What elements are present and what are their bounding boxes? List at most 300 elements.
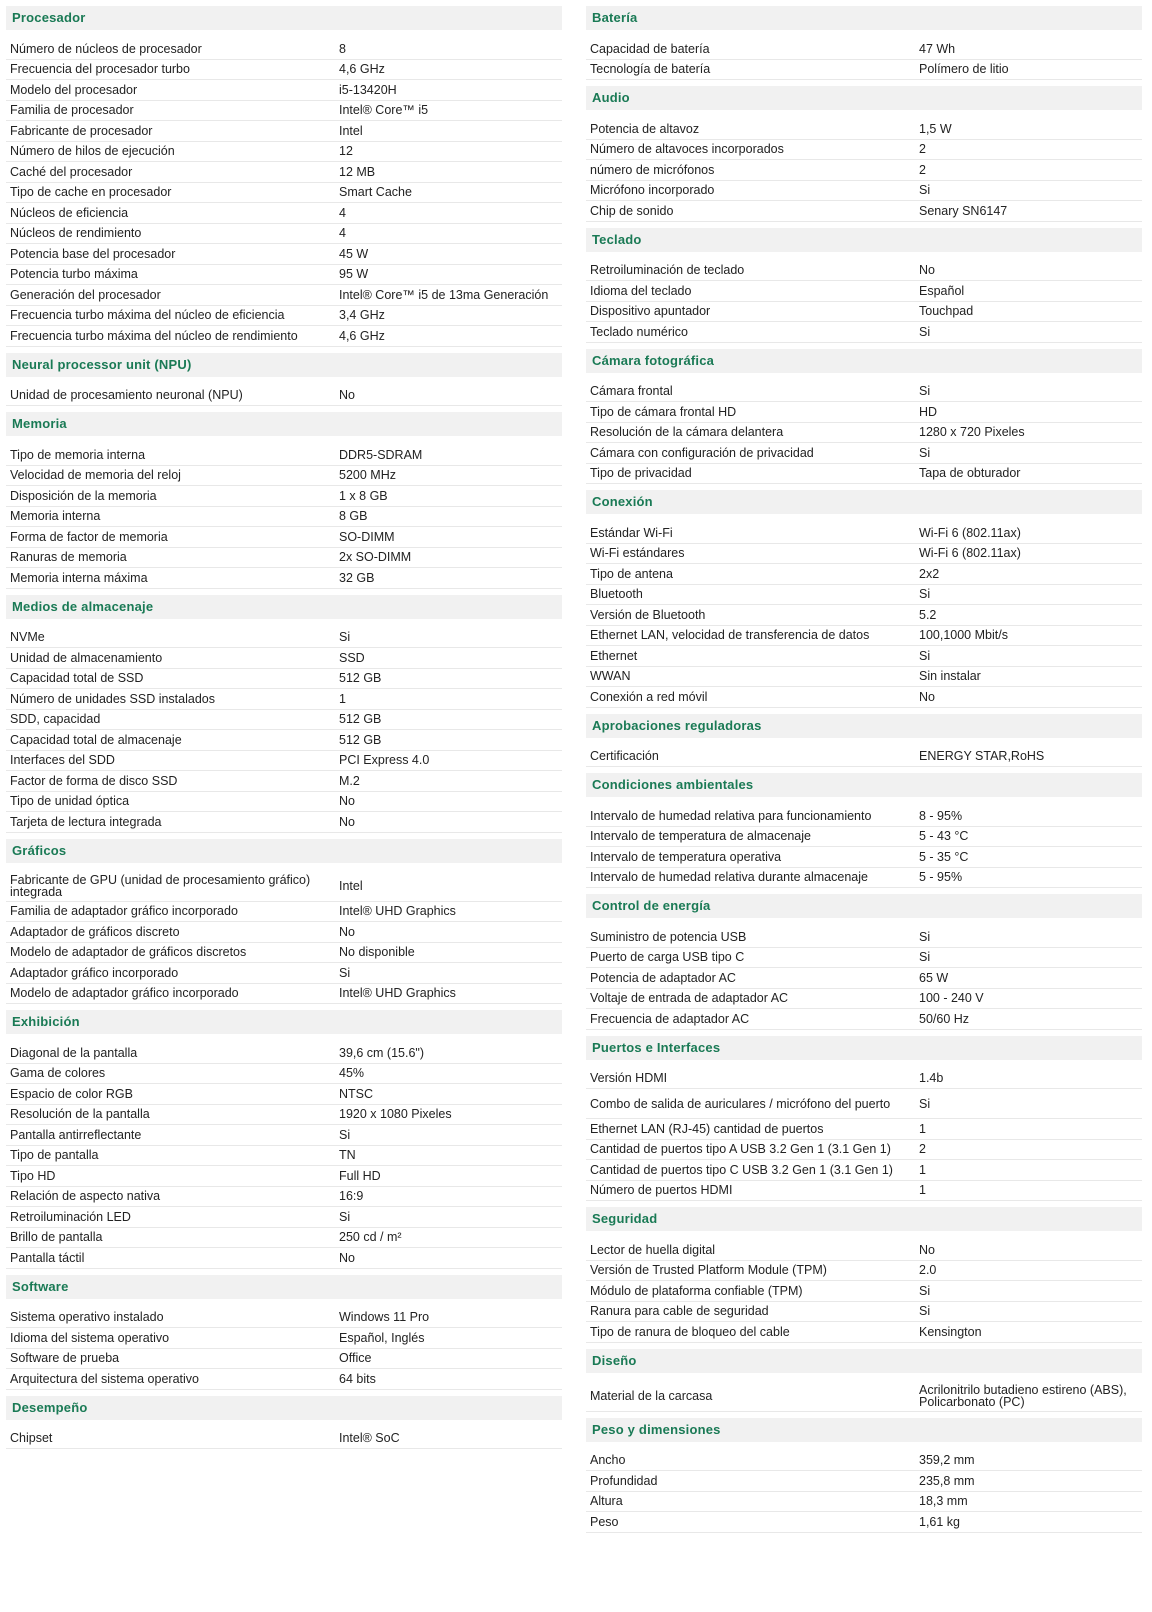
spec-row [586,1322,1142,1343]
spec-value: 5 - 95% [919,870,963,885]
spec-value: NTSC [339,1086,374,1101]
spec-row [6,1328,562,1349]
spec-label: Ranuras de memoria [10,550,127,565]
spec-value: 47 Wh [919,41,956,56]
spec-value: Intel® Core™ i5 de 13ma Generación [339,287,549,302]
spec-section-bateria [586,6,1142,86]
spec-value: 4 [339,226,346,241]
spec-label: Tipo de memoria interna [10,447,146,462]
spec-column-left [6,6,562,1455]
section-title: Medios de almacenaje [6,595,562,619]
spec-label: Tipo de ranura de bloqueo del cable [590,1324,790,1339]
spec-label: Tipo HD [10,1168,56,1183]
spec-label: Retroiluminación de teclado [590,263,745,278]
spec-value: Office [339,1351,372,1366]
spec-section-software [6,1275,562,1396]
spec-label: Número de núcleos de procesador [10,41,202,56]
spec-label: Capacidad de batería [590,41,710,56]
spec-column-right [586,6,1142,1539]
spec-value: No [339,1250,355,1265]
spec-value: 1 [919,1162,926,1177]
spec-section-teclado [586,228,1142,349]
spec-label: Intervalo de humedad relativa para funcionamiento [590,808,872,823]
spec-row [6,812,562,833]
spec-value: No [919,263,935,278]
spec-section-camara-fotografica [586,349,1142,491]
spec-value: Si [919,648,931,663]
spec-label: Dispositivo apuntador [590,304,711,319]
spec-label: Frecuencia turbo máxima del núcleo de eficiencia [10,308,285,323]
spec-row [586,464,1142,485]
spec-label: Material de la carcasa [590,1389,713,1403]
spec-label: Ethernet LAN, velocidad de transferencia de datos [590,628,870,643]
spec-row [6,1064,562,1085]
spec-row [6,984,562,1005]
spec-label: Frecuencia turbo máxima del núcleo de rendimiento [10,328,298,343]
spec-value: Español, Inglés [339,1330,425,1345]
spec-label: Número de hilos de ejecución [10,144,175,159]
spec-value: 8 GB [339,509,368,524]
spec-label: Software de prueba [10,1351,120,1366]
section-title: Teclado [586,228,1142,252]
spec-label: Velocidad de memoria del reloj [10,468,181,483]
spec-row [586,747,1142,768]
spec-value: Si [919,1304,931,1319]
spec-label: Modelo de adaptador de gráficos discretos [10,945,247,960]
spec-row [586,667,1142,688]
spec-row [6,1166,562,1187]
spec-value: 512 GB [339,732,382,747]
spec-label: NVMe [10,630,45,645]
spec-row [586,1281,1142,1302]
spec-label: Suministro de potencia USB [590,929,747,944]
spec-row [586,140,1142,161]
spec-label: Resolución de la cámara delantera [590,425,784,440]
spec-row [6,121,562,142]
spec-label: Intervalo de temperatura de almacenaje [590,829,811,844]
section-title: Procesador [6,6,562,30]
spec-row [586,868,1142,889]
spec-value: 4 [339,205,346,220]
spec-value: 5200 MHz [339,468,396,483]
spec-value: 50/60 Hz [919,1011,970,1026]
spec-label: Ethernet LAN (RJ-45) cantidad de puertos [590,1121,824,1136]
spec-row [586,201,1142,222]
spec-label: Tipo de pantalla [10,1148,99,1163]
spec-value: Wi-Fi 6 (802.11ax) [919,525,1021,540]
spec-label: Relación de aspecto nativa [10,1189,161,1204]
spec-value: Si [339,1127,351,1142]
spec-row [6,162,562,183]
spec-label: Tipo de privacidad [590,466,692,481]
spec-value: 100 - 240 V [919,991,984,1006]
spec-row [6,1187,562,1208]
spec-row [586,989,1142,1010]
spec-row [6,1349,562,1370]
spec-row [6,244,562,265]
section-title: Cámara fotográfica [586,349,1142,373]
spec-value: Si [339,1209,351,1224]
spec-value: 45% [339,1066,365,1081]
spec-row [586,585,1142,606]
spec-section-condiciones-ambientales [586,773,1142,894]
spec-value: Si [339,965,351,980]
spec-value: 1.4b [919,1071,944,1086]
spec-label: Tipo de cache en procesador [10,185,172,200]
spec-value: 100,1000 Mbit/s [919,628,1008,643]
spec-row [586,1119,1142,1140]
spec-row [586,827,1142,848]
spec-row [586,443,1142,464]
spec-value: 65 W [919,970,949,985]
spec-row [586,1069,1142,1090]
spec-row [586,160,1142,181]
spec-value: Touchpad [919,304,974,319]
spec-row [6,1125,562,1146]
spec-value: Kensington [919,1324,982,1339]
spec-label: Número de puertos HDMI [590,1183,733,1198]
spec-row [586,1512,1142,1533]
spec-value: Polímero de litio [919,62,1009,77]
spec-value: SO-DIMM [339,529,395,544]
spec-value: 1 x 8 GB [339,488,388,503]
spec-label: Peso [590,1514,619,1529]
spec-label: Tipo de unidad óptica [10,794,130,809]
spec-row [6,507,562,528]
spec-row [6,285,562,306]
spec-row [6,1369,562,1390]
spec-value: ENERGY STAR,RoHS [919,749,1045,764]
spec-section-aprobaciones-reguladoras [586,714,1142,774]
spec-value: Si [919,1283,931,1298]
spec-row [586,564,1142,585]
section-title: Aprobaciones reguladoras [586,714,1142,738]
spec-label: Tarjeta de lectura integrada [10,814,162,829]
spec-value: DDR5-SDRAM [339,447,423,462]
spec-label: Idioma del sistema operativo [10,1330,170,1345]
spec-label: Estándar Wi-Fi [590,525,673,540]
spec-value: Intel [339,879,363,893]
spec-row [586,847,1142,868]
spec-label: Profundidad [590,1473,658,1488]
spec-label: Interfaces del SDD [10,753,115,768]
spec-value: Si [919,183,931,198]
spec-label: Potencia de altavoz [590,121,700,136]
spec-value: 8 [339,41,346,56]
spec-label: Pantalla táctil [10,1250,85,1265]
spec-row [6,1248,562,1269]
spec-row [6,689,562,710]
spec-label: Memoria interna máxima [10,570,148,585]
spec-value: 4,6 GHz [339,328,385,343]
spec-row [586,806,1142,827]
spec-row [586,1261,1142,1282]
spec-value: SSD [339,650,365,665]
spec-row [586,39,1142,60]
spec-row [586,1492,1142,1513]
spec-row [6,466,562,487]
section-title: Seguridad [586,1207,1142,1231]
spec-value: 39,6 cm (15.6") [339,1045,425,1060]
spec-label: Ranura para cable de seguridad [590,1304,769,1319]
spec-row [586,1471,1142,1492]
spec-section-conexion [586,490,1142,714]
spec-value: 2x2 [919,566,940,581]
section-title: Puertos e Interfaces [586,1036,1142,1060]
spec-label: Intervalo de humedad relativa durante almacenaje [590,870,868,885]
spec-value: 1 [919,1121,926,1136]
spec-value: 235,8 mm [919,1473,975,1488]
spec-label: Familia de procesador [10,103,134,118]
spec-label: Cámara frontal [590,384,673,399]
spec-label: Cantidad de puertos tipo A USB 3.2 Gen 1 (3.1 Gen 1) [590,1142,891,1157]
spec-row [586,1009,1142,1030]
spec-label: Idioma del teclado [590,283,692,298]
spec-value: 8 - 95% [919,808,963,823]
spec-label: Certificación [590,749,659,764]
spec-label: Capacidad total de SSD [10,671,144,686]
spec-value: No [339,388,355,403]
spec-value: Full HD [339,1168,381,1183]
spec-value: No [919,689,935,704]
spec-row [6,902,562,923]
spec-label: Modelo de adaptador gráfico incorporado [10,986,239,1001]
section-title: Neural processor unit (NPU) [6,353,562,377]
spec-label: Unidad de procesamiento neuronal (NPU) [10,388,243,403]
spec-label: Espacio de color RGB [10,1086,133,1101]
spec-label: Versión de Bluetooth [590,607,706,622]
spec-section-exhibicion [6,1010,562,1275]
spec-row [6,1146,562,1167]
spec-label: Chipset [10,1431,53,1446]
spec-row [586,1160,1142,1181]
spec-row [6,527,562,548]
spec-value: 2 [919,142,926,157]
spec-row [586,1140,1142,1161]
spec-value: 1 [339,691,346,706]
spec-row [6,922,562,943]
spec-label: Cantidad de puertos tipo C USB 3.2 Gen 1 (3.1 Gen 1) [590,1162,893,1177]
spec-label: SDD, capacidad [10,712,101,727]
spec-value: M.2 [339,773,360,788]
spec-row [586,687,1142,708]
spec-value: 2 [919,162,926,177]
spec-value: Si [919,950,931,965]
spec-label: Brillo de pantalla [10,1230,103,1245]
spec-value: PCI Express 4.0 [339,753,430,768]
spec-label: Fabricante de procesador [10,123,153,138]
spec-row [586,1382,1142,1412]
spec-label: Lector de huella digital [590,1242,716,1257]
spec-value: No [339,924,355,939]
section-title: Software [6,1275,562,1299]
spec-row [586,60,1142,81]
spec-section-control-de-energia [586,894,1142,1036]
spec-row [586,119,1142,140]
section-title: Control de energía [586,894,1142,918]
spec-section-graficos [6,839,562,1011]
spec-label: Wi-Fi estándares [590,546,685,561]
section-title: Peso y dimensiones [586,1418,1142,1442]
spec-label: Memoria interna [10,509,101,524]
spec-row [586,1181,1142,1202]
spec-section-neural-processor-unit-npu [6,353,562,413]
spec-label: Bluetooth [590,587,643,602]
spec-row [586,1240,1142,1261]
spec-label: Tipo de cámara frontal HD [590,404,737,419]
spec-label: Intervalo de temperatura operativa [590,849,782,864]
spec-value: 1920 x 1080 Pixeles [339,1107,452,1122]
section-title: Memoria [6,412,562,436]
spec-section-puertos-e-interfaces [586,1036,1142,1208]
spec-section-audio [586,86,1142,228]
spec-row [6,1084,562,1105]
spec-value: 32 GB [339,570,375,585]
spec-row [6,386,562,407]
section-title: Exhibición [6,1010,562,1034]
spec-value: Intel [339,123,363,138]
spec-label: Versión de Trusted Platform Module (TPM) [590,1263,827,1278]
spec-label: Núcleos de rendimiento [10,226,142,241]
spec-label: Conexión a red móvil [590,689,708,704]
spec-section-diseno [586,1349,1142,1418]
spec-value: 359,2 mm [919,1453,975,1468]
spec-value: 95 W [339,267,369,282]
spec-value: No [919,1242,935,1257]
spec-label: Número de altavoces incorporados [590,142,784,157]
spec-value: 512 GB [339,671,382,686]
spec-label: Puerto de carga USB tipo C [590,950,745,965]
spec-row [586,968,1142,989]
spec-value: TN [339,1148,356,1163]
section-title: Condiciones ambientales [586,773,1142,797]
spec-row [586,322,1142,343]
spec-label: número de micrófonos [590,162,715,177]
spec-value: 4,6 GHz [339,62,385,77]
spec-label: Tipo de antena [590,566,673,581]
spec-label: WWAN [590,669,631,684]
spec-value: Intel® UHD Graphics [339,904,456,919]
spec-value: 1,61 kg [919,1514,961,1529]
spec-label: Núcleos de eficiencia [10,205,129,220]
spec-label: Gama de colores [10,1066,106,1081]
spec-row [586,626,1142,647]
spec-row [586,544,1142,565]
spec-section-procesador [6,6,562,353]
spec-row [6,963,562,984]
spec-row [6,142,562,163]
spec-row [6,60,562,81]
spec-value: Si [919,384,931,399]
spec-value: Sin instalar [919,669,981,684]
spec-row [6,872,562,902]
spec-row [6,101,562,122]
spec-row [6,1207,562,1228]
spec-label: Micrófono incorporado [590,183,715,198]
spec-row [6,751,562,772]
spec-label: Cámara con configuración de privacidad [590,445,814,460]
spec-row [6,792,562,813]
section-title: Diseño [586,1349,1142,1373]
spec-value: 3,4 GHz [339,308,385,323]
spec-row [6,548,562,569]
spec-row [586,281,1142,302]
spec-value: 2 [919,1142,926,1157]
spec-row [586,261,1142,282]
spec-value: Wi-Fi 6 (802.11ax) [919,546,1021,561]
spec-section-medios-de-almacenaje [6,595,562,839]
spec-row [6,1043,562,1064]
spec-label: Resolución de la pantalla [10,1107,150,1122]
spec-value: 45 W [339,246,369,261]
spec-label: Familia de adaptador gráfico incorporado [10,904,238,919]
section-title: Gráficos [6,839,562,863]
spec-row [586,402,1142,423]
spec-row [586,1302,1142,1323]
spec-label: Chip de sonido [590,203,674,218]
spec-label: Disposición de la memoria [10,488,157,503]
spec-value: No [339,814,355,829]
spec-section-seguridad [586,1207,1142,1349]
spec-row [6,80,562,101]
spec-value: 2x SO-DIMM [339,550,412,565]
spec-row [586,302,1142,323]
spec-label: Factor de forma de disco SSD [10,773,178,788]
spec-label: Unidad de almacenamiento [10,650,163,665]
spec-value: Si [919,929,931,944]
spec-label: Frecuencia de adaptador AC [590,1011,750,1026]
spec-value: Tapa de obturador [919,466,1021,481]
spec-value: 512 GB [339,712,382,727]
spec-label: Pantalla antirreflectante [10,1127,142,1142]
spec-label: Adaptador gráfico incorporado [10,965,179,980]
spec-value: Smart Cache [339,185,412,200]
spec-row [6,771,562,792]
spec-label: Retroiluminación LED [10,1209,131,1224]
spec-value: 250 cd / m² [339,1230,402,1245]
spec-row [586,181,1142,202]
spec-row [586,605,1142,626]
spec-row [6,943,562,964]
spec-value: 64 bits [339,1371,376,1386]
spec-value: 5 - 35 °C [919,849,969,864]
spec-label: Caché del procesador [10,164,133,179]
spec-value: Si [339,630,351,645]
spec-value: Si [919,1096,931,1111]
spec-row [586,646,1142,667]
section-title: Batería [586,6,1142,30]
spec-row [6,1105,562,1126]
spec-row [6,1429,562,1450]
spec-section-desempeno [6,1396,562,1456]
spec-row [6,486,562,507]
spec-label: Sistema operativo instalado [10,1310,164,1325]
spec-row [6,669,562,690]
spec-label: Combo de salida de auriculares / micrófono del puerto [590,1096,891,1111]
spec-value: Intel® SoC [339,1431,400,1446]
spec-value: 1280 x 720 Pixeles [919,425,1025,440]
spec-row [6,183,562,204]
spec-row [586,423,1142,444]
spec-row [586,1089,1142,1119]
spec-row [6,265,562,286]
spec-row [6,648,562,669]
spec-value: 1,5 W [919,121,952,136]
spec-label: Potencia de adaptador AC [590,970,736,985]
spec-row [6,224,562,245]
spec-row [586,523,1142,544]
spec-label: Altura [590,1494,623,1509]
